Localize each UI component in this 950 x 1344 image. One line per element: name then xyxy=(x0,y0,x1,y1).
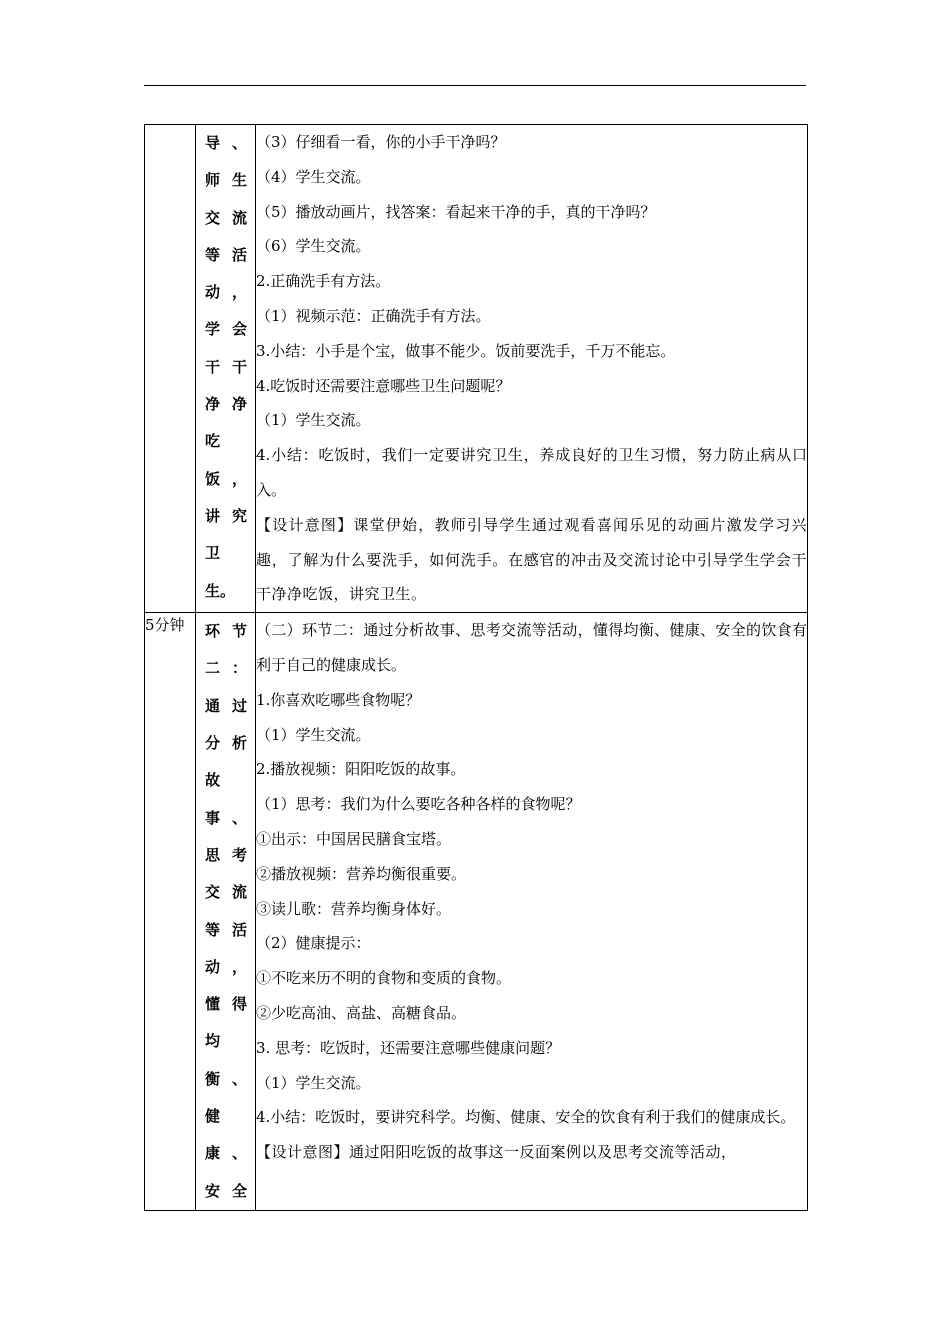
design-intent: 【设计意图】课堂伊始，教师引导学生通过观看喜闻乐见的动画片激发学习兴趣，了解为什么要洗手，如何洗手。在感官的冲击及交流讨论中引导学生学会干干净净吃饭，讲究卫生。 xyxy=(256,515,807,604)
header-rule xyxy=(144,85,806,86)
step-line: 康、 xyxy=(205,1144,247,1163)
content-line: （1）学生交流。 xyxy=(256,1073,371,1092)
content-line: 3. 思考：吃饭时，还需要注意哪些健康问题？ xyxy=(256,1038,561,1057)
content-line: （2）健康提示： xyxy=(256,934,371,953)
step-line: 师生 xyxy=(205,171,247,190)
content-line: 4.小结：吃饭时，我们一定要讲究卫生，养成良好的卫生习惯，努力防止病从口入。 xyxy=(256,446,807,499)
step-line: 通过 xyxy=(205,696,247,715)
step-line: 交流 xyxy=(205,883,247,902)
time-cell: 5分钟 xyxy=(145,613,196,1211)
step-line: 分析 xyxy=(205,734,247,753)
step-line: 均 xyxy=(205,1032,221,1051)
content-line: （5）播放动画片，找答案：看起来干净的手，真的干净吗？ xyxy=(256,202,656,221)
step-line: 事、 xyxy=(205,808,247,827)
step-line: 故 xyxy=(205,771,221,790)
content-line: 2.正确洗手有方法。 xyxy=(256,272,391,291)
step-line: 思考 xyxy=(205,845,247,864)
table-row xyxy=(145,125,808,613)
step-line: 导、 xyxy=(205,134,247,152)
content-line: （1）学生交流。 xyxy=(256,411,371,430)
step-cell xyxy=(196,613,256,1211)
step-line: 懂得 xyxy=(205,995,247,1014)
content-line: （3）仔细看一看，你的小手干净吗？ xyxy=(256,133,506,151)
lesson-plan-table xyxy=(144,124,808,1211)
content-line: ①出示：中国居民膳食宝塔。 xyxy=(256,829,452,848)
step-line: 等活 xyxy=(205,245,247,264)
content-line: 2.播放视频：阳阳吃饭的故事。 xyxy=(256,760,466,779)
content-line: 4.小结：吃饭时，要讲究科学。均衡、健康、安全的饮食有利于我们的健康成长。 xyxy=(256,1108,796,1127)
step-line: 饭， xyxy=(205,469,247,488)
content-line: ②播放视频：营养均衡很重要。 xyxy=(256,864,467,883)
content-cell xyxy=(256,125,808,613)
time-cell xyxy=(145,125,196,613)
step-line: 生。 xyxy=(205,581,236,600)
step-line: 吃 xyxy=(205,432,221,451)
step-cell xyxy=(196,125,256,613)
content-line: （二）环节二：通过分析故事、思考交流等活动，懂得均衡、健康、安全的饮食有利于自己的健康成长。 xyxy=(256,621,807,674)
content-line: 4.吃饭时还需要注意哪些卫生问题呢？ xyxy=(256,376,511,395)
step-line: 动， xyxy=(205,957,247,976)
step-line: 等活 xyxy=(205,920,247,939)
content-line: ③读儿歌：营养均衡身体好。 xyxy=(256,899,452,918)
step-line: 学会 xyxy=(205,320,247,339)
step-line: 衡、 xyxy=(205,1069,247,1088)
content-line: ①不吃来历不明的食物和变质的食物。 xyxy=(256,969,512,988)
step-line: 干干 xyxy=(205,357,247,376)
content-line: （6）学生交流。 xyxy=(256,237,371,256)
table-row xyxy=(145,613,808,1211)
content-line: （1）学生交流。 xyxy=(256,725,371,744)
content-line: （4）学生交流。 xyxy=(256,167,371,186)
content-line: （1）思考：我们为什么要吃各种各样的食物呢？ xyxy=(256,795,581,814)
content-line: 1.你喜欢吃哪些食物呢？ xyxy=(256,690,421,709)
content-line: 3.小结：小手是个宝，做事不能少。饭前要洗手，千万不能忘。 xyxy=(256,341,676,360)
step-line: 动， xyxy=(205,283,247,302)
content-line: （1）视频示范：正确洗手有方法。 xyxy=(256,306,491,325)
step-line: 卫 xyxy=(205,544,221,563)
step-line: 安全 xyxy=(205,1181,247,1200)
step-line: 交流 xyxy=(205,208,247,227)
step-line: 讲究 xyxy=(205,506,247,525)
step-line: 净净 xyxy=(205,395,247,414)
step-line: 健 xyxy=(205,1107,221,1126)
step-line: 二： xyxy=(205,659,247,678)
design-intent: 【设计意图】通过阳阳吃饭的故事这一反面案例以及思考交流等活动， xyxy=(256,1143,737,1162)
content-line: ②少吃高油、高盐、高糖食品。 xyxy=(256,1003,467,1022)
step-line: 环节 xyxy=(205,622,247,641)
content-cell xyxy=(256,613,808,1211)
